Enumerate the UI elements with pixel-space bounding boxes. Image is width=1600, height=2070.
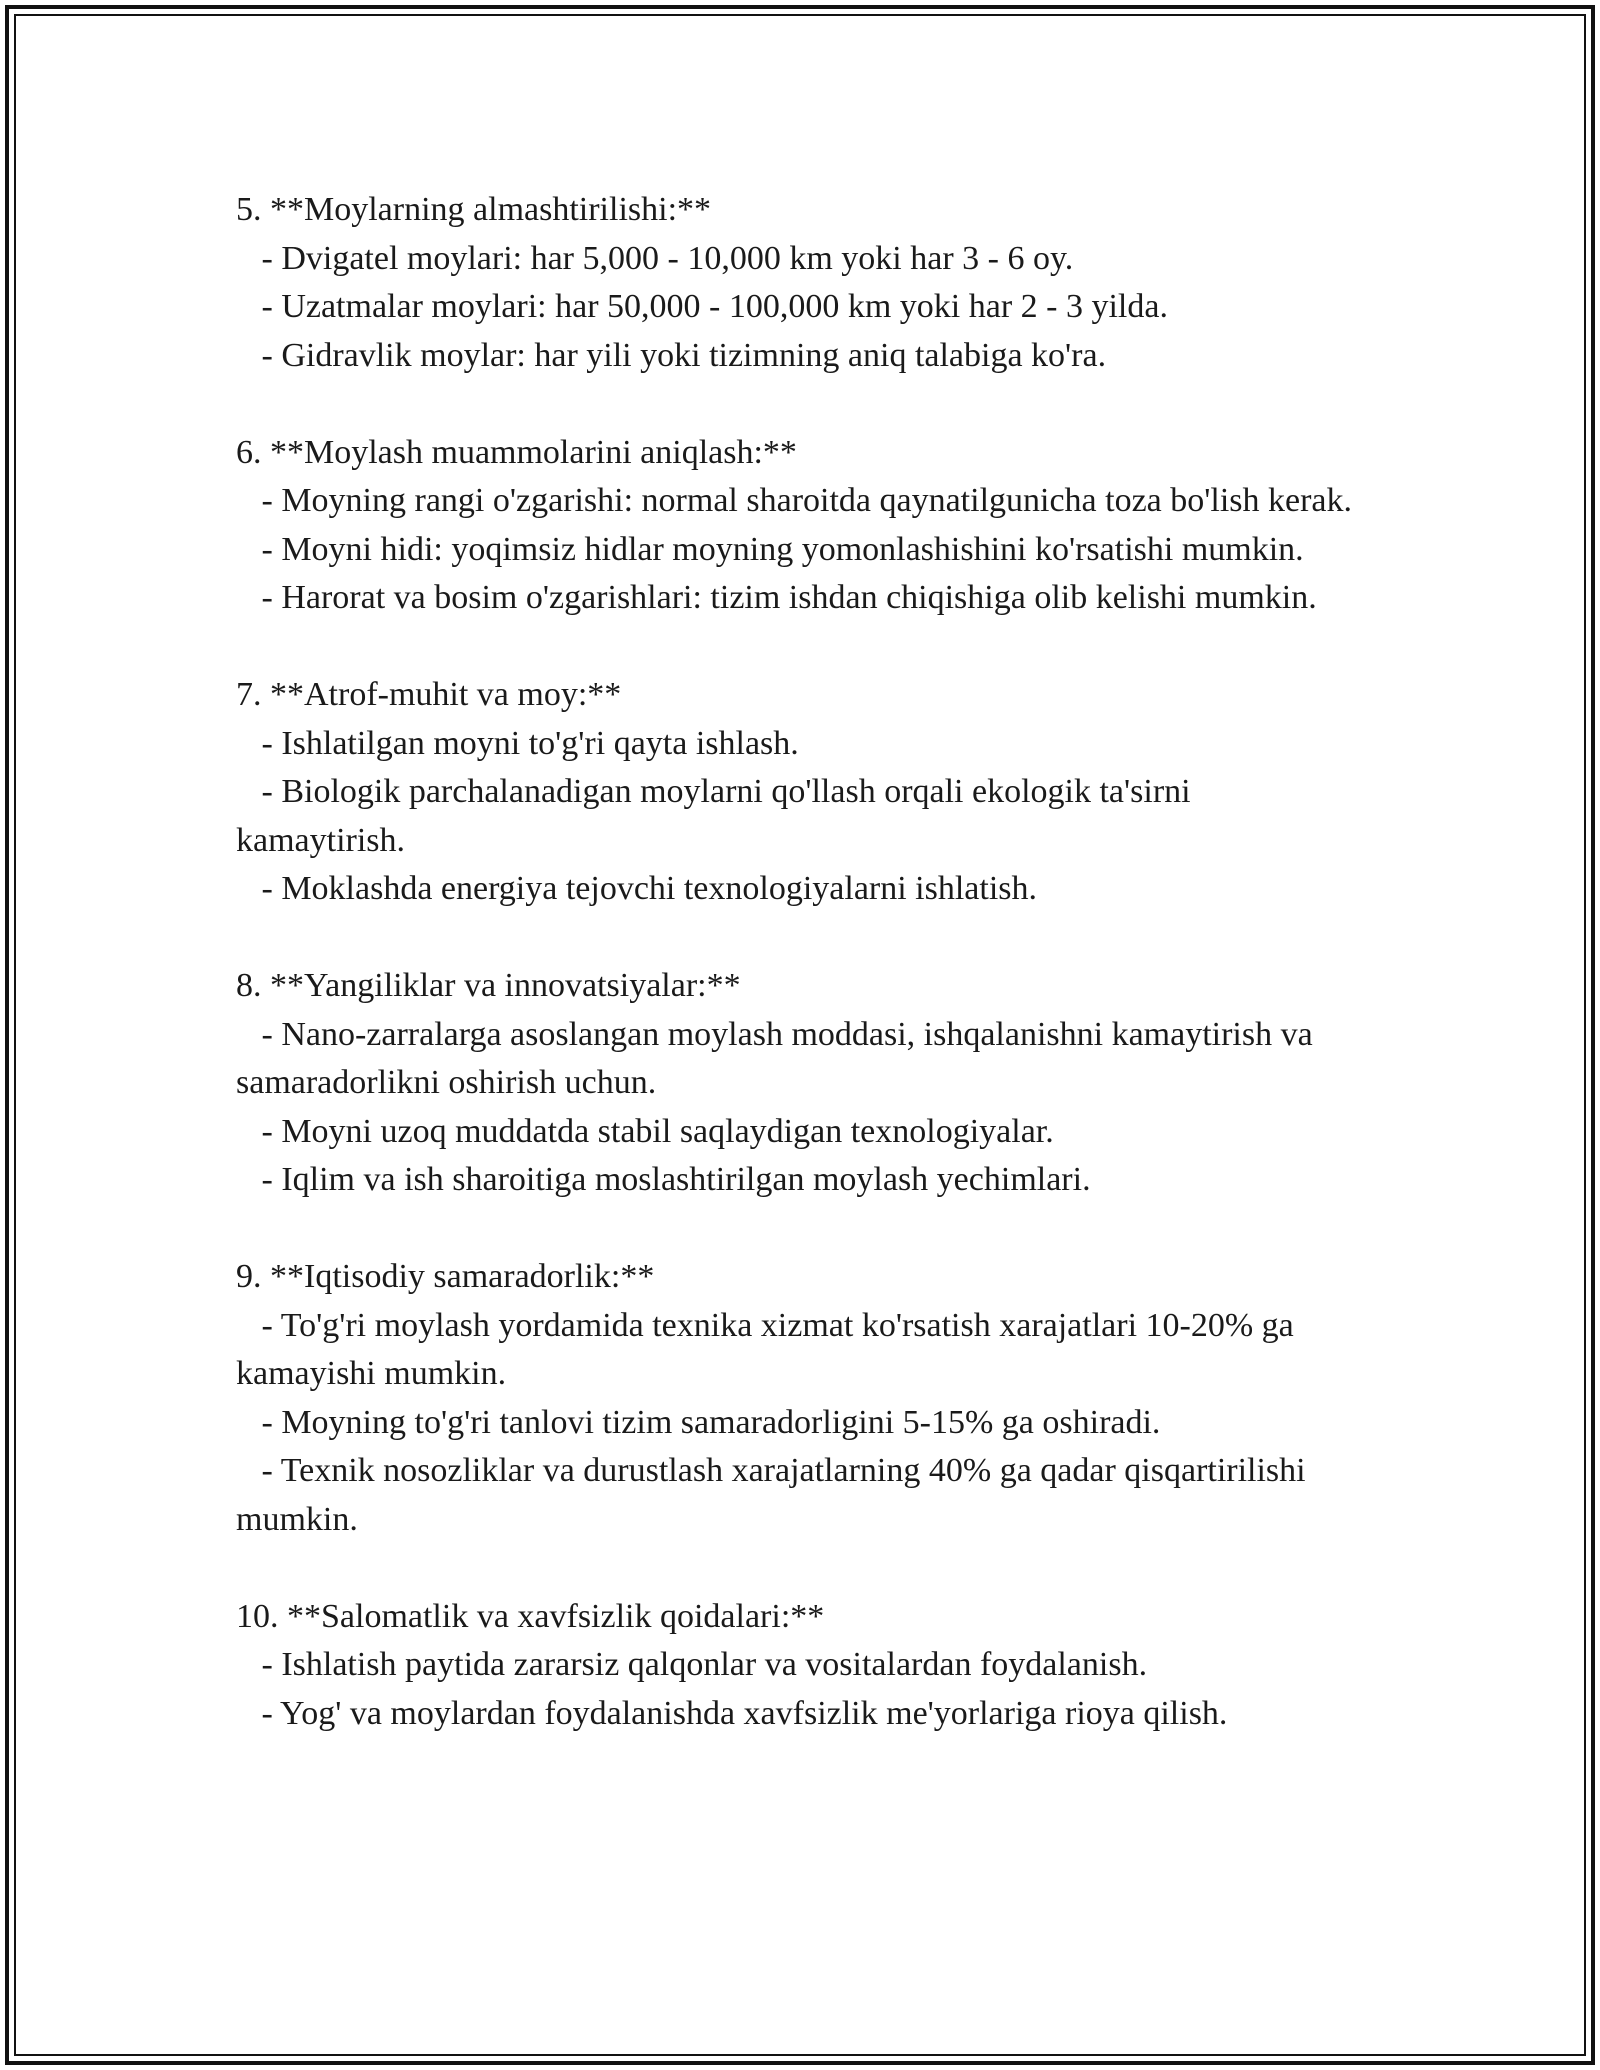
list-item: - Ishlatilgan moyni to'g'ri qayta ishlash.	[236, 724, 799, 762]
list-item: - Texnik nosozliklar va durustlash xarajatlarning 40% ga qadar qisqartirilishi mumkin.	[236, 1452, 1315, 1538]
list-item: - Ishlatish paytida zararsiz qalqonlar va vositalardan foydalanish.	[236, 1646, 1148, 1683]
list-item: - Uzatmalar moylari: har 50,000 - 100,000 km yoki har 2 - 3 yilda.	[236, 288, 1168, 325]
section-heading: 8. **Yangiliklar va innovatsiyalar:**	[236, 967, 741, 1004]
section-heading: 7. **Atrof-muhit va moy:**	[236, 676, 622, 713]
section-environment	[236, 671, 1366, 914]
section-economic-efficiency	[236, 1253, 1366, 1544]
section-oil-replacement	[236, 186, 1366, 380]
list-item: - Moyning to'g'ri tanlovi tizim samaradorligini 5-15% ga oshiradi.	[236, 1403, 1161, 1441]
list-item: - Gidravlik moylar: har yili yoki tizimning aniq talabiga ko'ra.	[236, 336, 1107, 374]
list-item: - Harorat va bosim o'zgarishlari: tizim ishdan chiqishiga olib kelishi mumkin.	[236, 579, 1317, 616]
section-heading: 6. **Moylash muammolarini aniqlash:**	[236, 433, 797, 471]
section-heading: 10. **Salomatlik va xavfsizlik qoidalari:**	[236, 1597, 825, 1635]
list-item: - Moyni hidi: yoqimsiz hidlar moyning yomonlashishini ko'rsatishi mumkin.	[236, 530, 1304, 568]
section-lubrication-problems	[236, 429, 1366, 623]
list-item: - Moyning rangi o'zgarishi: normal sharoitda qaynatilgunicha toza bo'lish kerak.	[236, 482, 1353, 519]
section-heading: 5. **Moylarning almashtirilishi:**	[236, 191, 712, 228]
section-heading: 9. **Iqtisodiy samaradorlik:**	[236, 1258, 655, 1295]
list-item: - Nano-zarralarga asoslangan moylash moddasi, ishqalanishni kamaytirish va samaradorlikni oshirish uchun.	[236, 1015, 1322, 1101]
document-body	[236, 186, 1366, 1787]
list-item: - Moyni uzoq muddatda stabil saqlaydigan texnologiyalar.	[236, 1112, 1054, 1150]
list-item: - Dvigatel moylari: har 5,000 - 10,000 km yoki har 3 - 6 oy.	[236, 239, 1074, 277]
list-item: - Biologik parchalanadigan moylarni qo'llash orqali ekologik ta'sirni kamaytirish.	[236, 773, 1200, 859]
section-health-safety	[236, 1593, 1366, 1739]
list-item: - Yog' va moylardan foydalanishda xavfsizlik me'yorlariga rioya qilish.	[236, 1694, 1228, 1732]
section-innovations	[236, 962, 1366, 1205]
list-item: - Moklashda energiya tejovchi texnologiyalarni ishlatish.	[236, 870, 1038, 907]
list-item: - To'g'ri moylash yordamida texnika xizmat ko'rsatish xarajatlari 10-20% ga kamayishi mumkin.	[236, 1306, 1303, 1392]
list-item: - Iqlim va ish sharoitiga moslashtirilgan moylash yechimlari.	[236, 1161, 1091, 1198]
